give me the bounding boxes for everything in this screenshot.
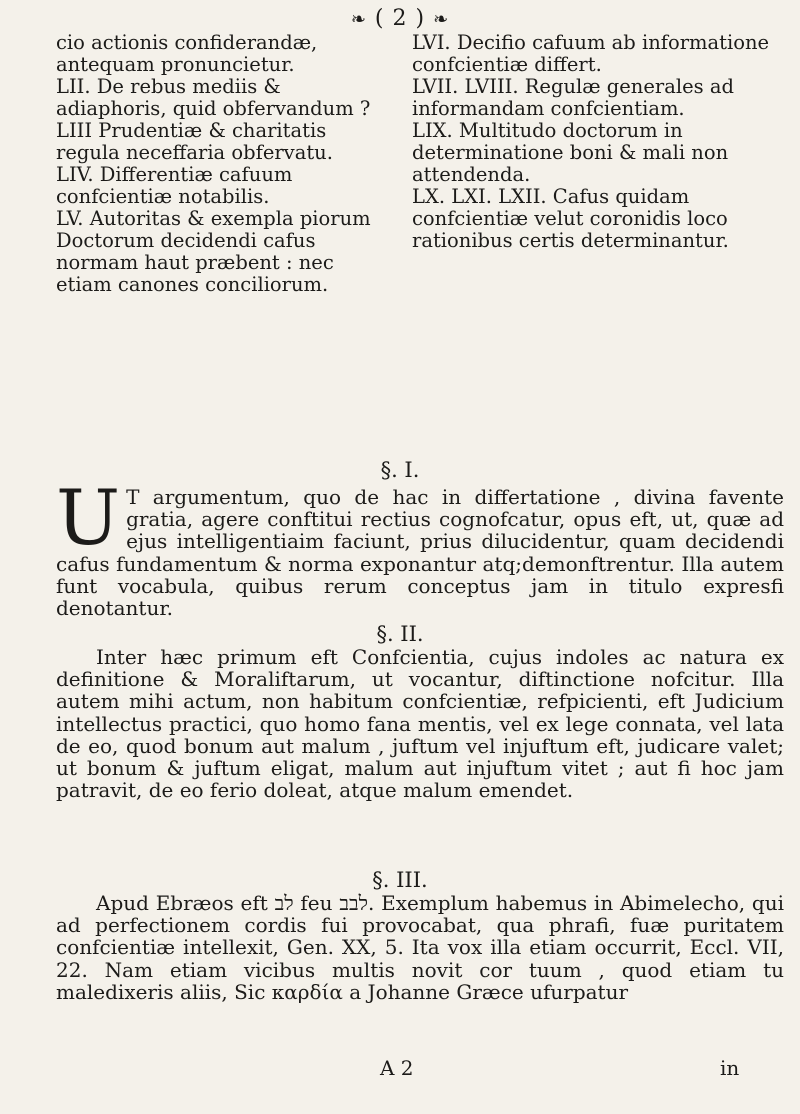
contents-entry: LV. Autoritas & exempla piorum Doctorum decidendi cafus normam haut præbent : nec etiam canones conciliorum.: [56, 207, 371, 296]
contents-entry: cio actionis confiderandæ, antequam pronuncietur.: [56, 31, 318, 76]
paragraph-2: [56, 646, 784, 801]
page-number: ( 2 ): [374, 6, 426, 31]
contents-entry: LX. LXI. LXII. Cafus quidam confcientiæ velut coronidis loco rationibus certis determinantur.: [412, 185, 729, 252]
contents-entry: LIII Prudentiæ & charitatis regula neceffaria obfervatu.: [56, 119, 333, 164]
section-mark-2: §. II.: [376, 622, 424, 646]
paragraph-2-text: Inter hæc primum eft Confcientia, cujus indoles ac natura ex definitione & Moraliftarum, ut vocantur, diftinctione nofcitur. Illa autem mihi actum, non habitum confcientiæ, refpicienti, eft Judicium intellectus practici, quo homo fana mentis, vel ex lege connata, vel lata de eo, quod bonum aut malum , juftum vel injuftum eft, judicare valet; ut bonum & juftum eligat, malum aut injuftum vitet ; aut fi hoc jam patravit, de eo ferio doleat, atque malum emendet.: [56, 645, 784, 803]
contents-entry: LII. De rebus mediis & adiaphoris, quid obfervandum ?: [56, 75, 371, 120]
drop-cap: U: [56, 473, 121, 562]
contents-right-column: [412, 32, 796, 252]
ornament-left-icon: ❧: [350, 9, 367, 30]
ornament-right-icon: ❧: [433, 9, 450, 30]
contents-entry: LIX. Multitudo doctorum in determinatione boni & mali non attendenda.: [412, 119, 729, 186]
page-header: [0, 6, 800, 31]
paragraph-3: [56, 892, 784, 1003]
section-mark-1: §. I.: [380, 458, 420, 482]
paragraph-3-text: Apud Ebræos eft לב feu לבב. Exemplum habemus in Abimelecho, qui ad perfectionem cordis fui provocabat, qua phrafi, fuæ puritatem confcientiæ intellexit, Gen. XX, 5. Ita vox illa etiam occurrit, Eccl. VII, 22. Nam etiam vicibus multis novit cor tuum , quod etiam tu maledixeris aliis, Sic καρδία a Johanne Græce ufurpatur: [56, 891, 785, 1004]
paragraph-1: [56, 473, 784, 621]
paragraph-1-text: T argumentum, quo de hac in differtatione , divina favente gratia, agere conftitui rectius cognofcatur, opus eft, ut, quæ ad ejus intelligentiaim faciunt, prius dilucidentur, quam decidendi cafus fundamentum & norma exponantur atq;demonftrentur. Illa autem funt vocabula, quibus rerum conceptus jam in titulo expresfi denotantur.: [56, 485, 784, 621]
contents-entry: LVII. LVIII. Regulæ generales ad informandam confcientiam.: [412, 75, 734, 120]
contents-left-column: [56, 32, 386, 296]
contents-entry: LVI. Decifio cafuum ab informatione confcientiæ differt.: [412, 31, 770, 76]
catchword: in: [720, 1056, 740, 1080]
signature-mark: A 2: [380, 1056, 414, 1080]
section-mark-3: §. III.: [372, 868, 428, 892]
contents-entry: LIV. Differentiæ cafuum confcientiæ notabilis.: [56, 163, 293, 208]
